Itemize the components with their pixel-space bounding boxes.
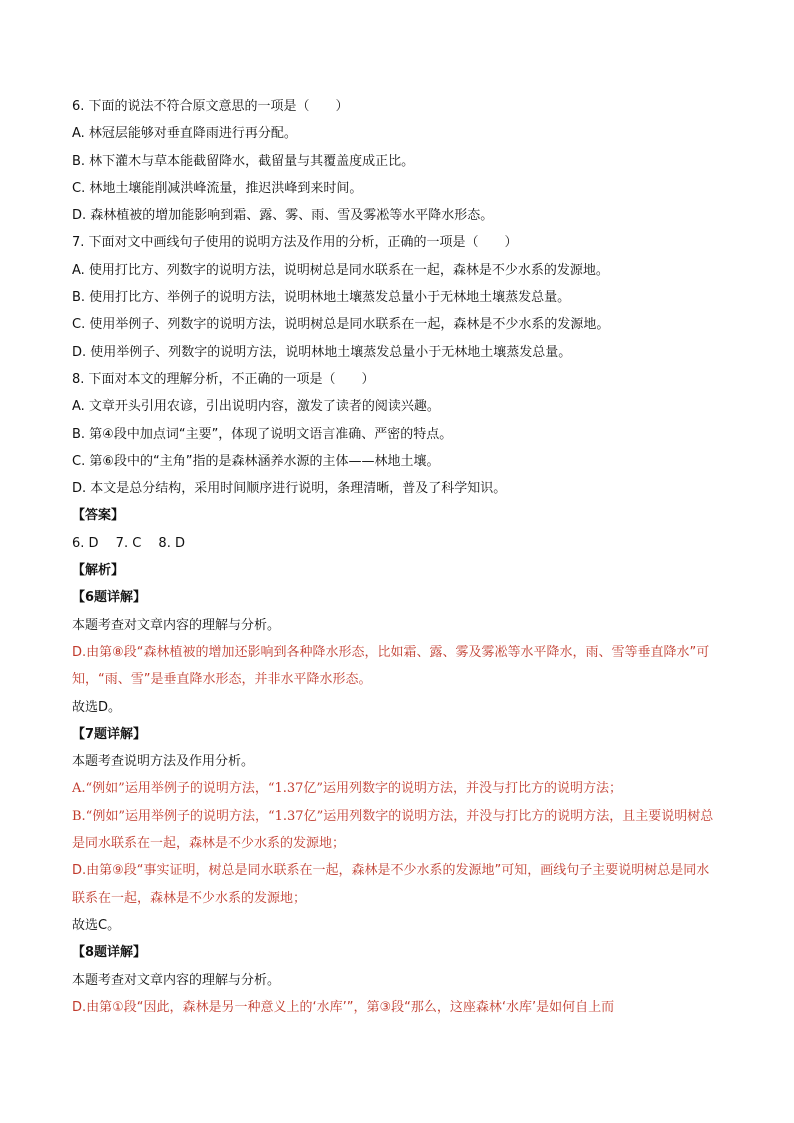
detail-6-paragraph: D.由第⑧段“森林植被的增加还影响到各种降水形态，比如霜、露、雾及雾凇等水平降水，雨、雪等垂直降水”可知，“雨、雪”是垂直降水形态，并非水平降水形态。	[72, 644, 710, 688]
answer-heading: 【答案】	[72, 508, 125, 524]
detail-7-option-d: D.由第⑨段“事实证明，树总是同水联系在一起，森林是不少水系的发源地”可知，画线句子主要说明树总是同水联系在一起，森林是不少水系的发源地；	[72, 863, 710, 906]
detail-8-intro: 本题考查对文章内容的理解与分析。	[72, 972, 281, 988]
question-8-option-b: B. 第④段中加点词“主要”，体现了说明文语言准确、严密的特点。	[72, 426, 453, 442]
question-6-option-a: A. 林冠层能够对垂直降雨进行再分配。	[72, 126, 297, 142]
detail-6-heading: 【6题详解】	[72, 590, 147, 606]
question-8-option-c: C. 第⑥段中的“主角”指的是森林涵养水源的主体——林地土壤。	[72, 453, 440, 469]
answer-text: 6. D 7. C 8. D	[72, 535, 185, 551]
question-7-option-b: B. 使用打比方、举例子的说明方法，说明林地土壤蒸发总量小于无林地土壤蒸发总量。	[72, 290, 571, 306]
question-7-option-a: A. 使用打比方、列数字的说明方法，说明树总是同水联系在一起，森林是不少水系的发源地。	[72, 262, 609, 278]
detail-7-option-b: B.“例如”运用举例子的说明方法，“1.37亿”运用列数字的说明方法，并没与打比方的说明方法，且主要说明树总是同水联系在一起，森林是不少水系的发源地；	[72, 808, 714, 852]
question-7-stem: 7. 下面对文中画线句子使用的说明方法及作用的分析，正确的一项是（ ）	[72, 235, 518, 251]
detail-8-paragraph: D.由第①段“因此，森林是另一种意义上的‘水库’”，第③段“那么，这座森林‘水库’是如何自上而	[72, 999, 615, 1015]
question-8-option-a: A. 文章开头引用农谚，引出说明内容，激发了读者的阅读兴趣。	[72, 399, 440, 415]
question-6-stem: 6. 下面的说法不符合原文意思的一项是（ ）	[72, 99, 349, 114]
detail-7-intro: 本题考查说明方法及作用分析。	[72, 754, 255, 770]
question-7-option-d: D. 使用举例子、列数字的说明方法，说明林地土壤蒸发总量小于无林地土壤蒸发总量。	[72, 344, 572, 360]
analysis-heading: 【解析】	[72, 563, 125, 579]
detail-8-heading: 【8题详解】	[72, 945, 147, 961]
detail-7-heading: 【7题详解】	[72, 726, 147, 742]
question-6-option-d: D. 森林植被的增加能影响到霜、露、雾、雨、雪及雾凇等水平降水形态。	[72, 208, 494, 224]
document-page	[72, 93, 722, 1021]
detail-7-conclusion: 故选C。	[72, 917, 121, 933]
detail-6-conclusion: 故选D。	[72, 699, 122, 715]
question-6-option-b: B. 林下灌木与草本能截留降水，截留量与其覆盖度成正比。	[72, 153, 415, 169]
detail-7-option-a: A.“例如”运用举例子的说明方法，“1.37亿”运用列数字的说明方法，并没与打比方的说明方法；	[72, 781, 623, 797]
question-8-option-d: D. 本文是总分结构，采用时间顺序进行说明，条理清晰，普及了科学知识。	[72, 481, 507, 497]
detail-6-intro: 本题考查对文章内容的理解与分析。	[72, 617, 281, 633]
question-8-stem: 8. 下面对本文的理解分析，不正确的一项是（ ）	[72, 371, 375, 387]
question-7-option-c: C. 使用举例子、列数字的说明方法，说明树总是同水联系在一起，森林是不少水系的发源地。	[72, 317, 610, 333]
question-6-option-c: C. 林地土壤能削减洪峰流量，推迟洪峰到来时间。	[72, 180, 363, 196]
